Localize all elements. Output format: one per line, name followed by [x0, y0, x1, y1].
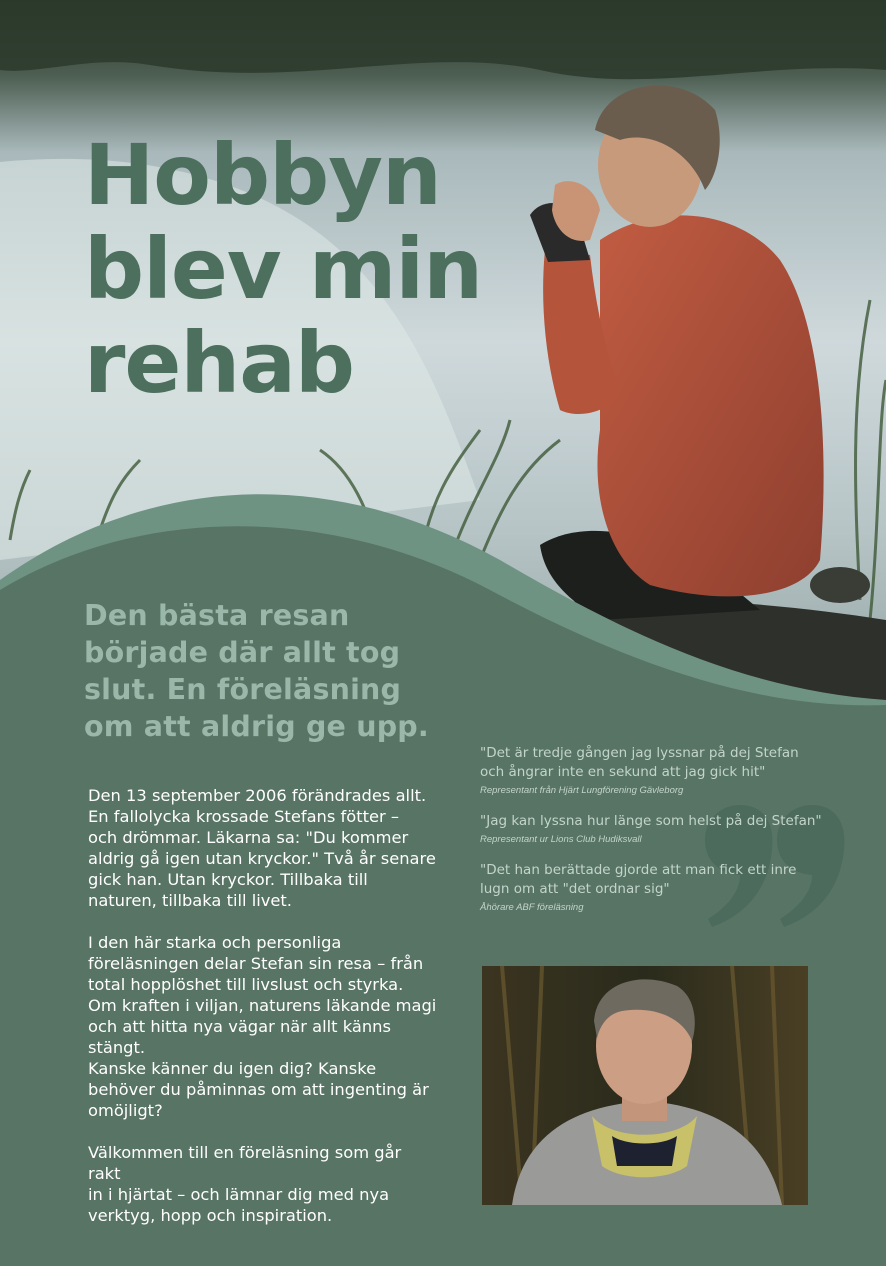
text-line: I den här starka och personliga	[88, 933, 342, 952]
paragraph-1	[88, 785, 438, 911]
subhead-line: om att aldrig ge upp.	[84, 710, 429, 743]
text-line: stängt.	[88, 1038, 146, 1057]
testimonial-attribution: Representant från Hjärt Lungförening Gävleborg	[480, 785, 684, 796]
body-text	[88, 785, 438, 1247]
portrait-illustration	[482, 966, 808, 1205]
headline	[84, 128, 504, 410]
testimonial-text	[480, 744, 850, 782]
text-line: behöver du påminnas om att ingenting är	[88, 1080, 429, 1099]
testimonial	[480, 861, 850, 913]
text-line: Om kraften i viljan, naturens läkande magi	[88, 996, 437, 1015]
text-line: in i hjärtat – och lämnar dig med nya	[88, 1185, 390, 1204]
text-line: och drömmar. Läkarna sa: "Du kommer	[88, 828, 409, 847]
testimonial	[480, 744, 850, 796]
testimonial-text	[480, 812, 850, 831]
headline-line-2: blev min	[84, 220, 483, 318]
testimonials	[480, 744, 850, 929]
text-line: lugn om att "det ordnar sig"	[480, 881, 670, 897]
text-line: "Det han berättade gjorde att man fick ett inre	[480, 862, 797, 878]
subhead-line: började där allt tog	[84, 636, 401, 669]
testimonial	[480, 812, 850, 845]
subheading	[84, 597, 464, 745]
headline-line-3: rehab	[84, 314, 355, 412]
text-line: Välkommen till en föreläsning som går rakt	[88, 1143, 402, 1183]
text-line: naturen, tillbaka till livet.	[88, 891, 292, 910]
testimonial-attribution: Åhörare ABF föreläsning	[480, 902, 584, 913]
portrait-photo	[482, 966, 808, 1205]
text-line: Den 13 september 2006 förändrades allt.	[88, 786, 427, 805]
text-line: och ångrar inte en sekund att jag gick hit"	[480, 764, 766, 780]
text-line: En fallolycka krossade Stefans fötter –	[88, 807, 400, 826]
text-line: och att hitta nya vägar när allt känns	[88, 1017, 391, 1036]
text-line: Kanske känner du igen dig? Kanske	[88, 1059, 377, 1078]
headline-line-1: Hobbyn	[84, 126, 441, 224]
text-line: gick han. Utan kryckor. Tillbaka till	[88, 870, 368, 889]
text-line: total hopplöshet till livslust och styrka.	[88, 975, 404, 994]
text-line: verktyg, hopp och inspiration.	[88, 1206, 333, 1225]
text-line: omöjligt?	[88, 1101, 163, 1120]
testimonial-text	[480, 861, 850, 899]
subhead-line: slut. En föreläsning	[84, 673, 402, 706]
text-line: "Det är tredje gången jag lyssnar på dej Stefan	[480, 745, 799, 761]
text-line: "Jag kan lyssna hur länge som helst på dej Stefan"	[480, 813, 822, 829]
subhead-line: Den bästa resan	[84, 599, 350, 632]
paragraph-2	[88, 932, 438, 1121]
testimonial-attribution: Representant ur Lions Club Hudiksvall	[480, 834, 642, 845]
text-line: aldrig gå igen utan kryckor." Två år senare	[88, 849, 436, 868]
paragraph-3	[88, 1142, 438, 1226]
text-line: föreläsningen delar Stefan sin resa – från	[88, 954, 424, 973]
